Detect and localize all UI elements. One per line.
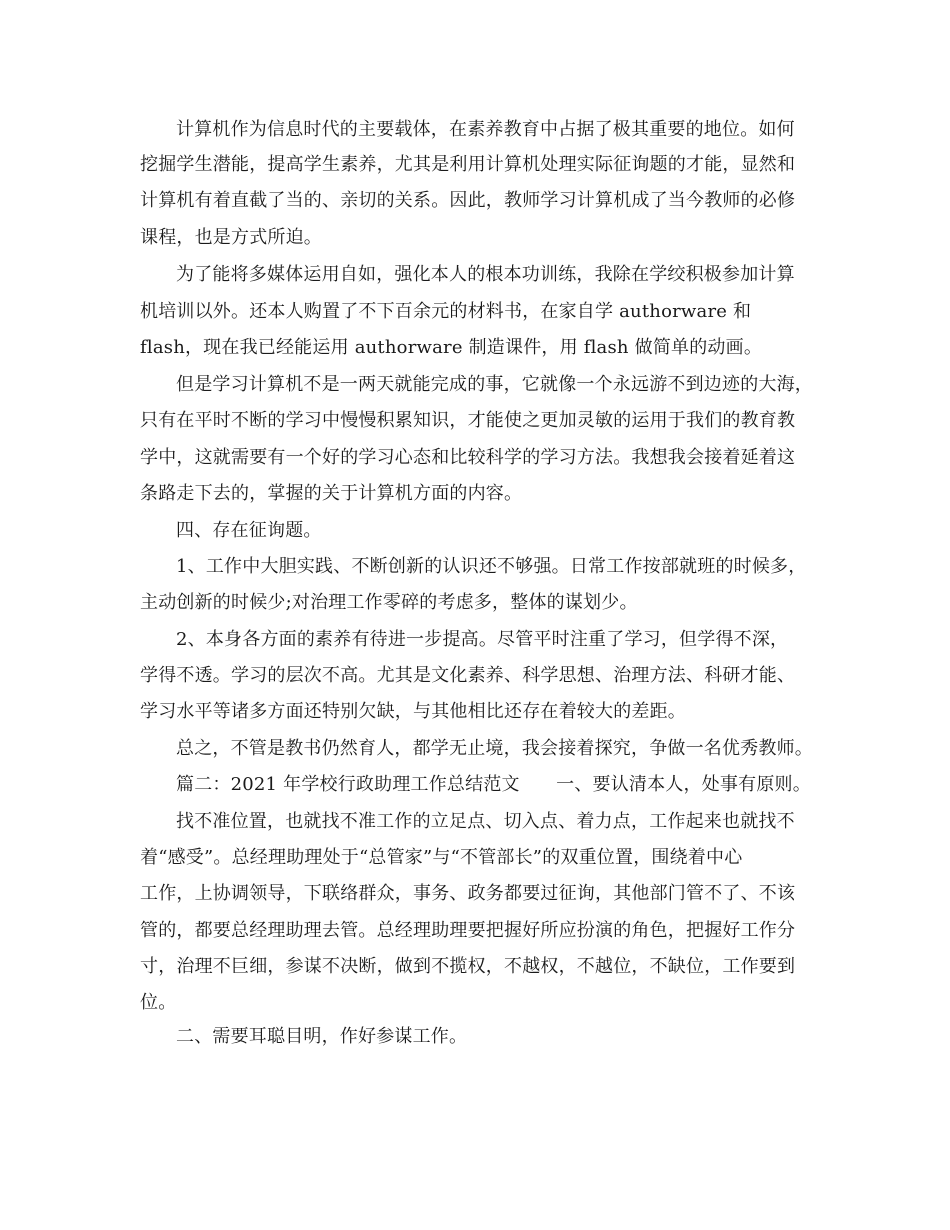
paragraph-line: flash，现在我已经能运用 authorware 制造课件，用 flash 做简单的动画。 [140, 337, 763, 358]
paragraph-line: 管的，都要总经理助理去管。总经理助理要把握好所应扮演的角色，把握好工作分 [140, 920, 796, 941]
section-heading: 篇二：2021 年学校行政助理工作总结范文 一、要认清本人，处事有原则。 [176, 774, 811, 795]
paragraph-line: 总之，不管是教书仍然育人，都学无止境，我会接着探究，争做一名优秀教师。 [176, 738, 813, 759]
paragraph-line: 2、本身各方面的素养有待进一步提高。尽管平时注重了学习，但学得不深， [176, 629, 789, 650]
paragraph-line: 着“感受”。总经理助理处于“总管家”与“不管部长”的双重位置，围绕着中心 [140, 847, 743, 868]
paragraph-line: 1、工作中大胆实践、不断创新的认识还不够强。日常工作按部就班的时候多， [176, 556, 807, 577]
paragraph-line: 主动创新的时候少;对治理工作零碎的考虑多，整体的谋划少。 [140, 592, 638, 613]
paragraph-line: 寸，治理不巨细，参谋不决断，做到不揽权，不越权，不越位，不缺位，工作要到 [140, 956, 796, 977]
section-heading: 二、需要耳聪目明，作好参谋工作。 [176, 1026, 468, 1047]
paragraph-line: 工作，上协调领导，下联络群众，事务、政务都要过征询，其他部门管不了、不该 [140, 883, 796, 904]
paragraph-line: 学习水平等诸多方面还特别欠缺，与其他相比还存在着较大的差距。 [140, 701, 686, 722]
paragraph-line: 计算机有着直截了当的、亲切的关系。因此，教师学习计算机成了当今教师的必修 [140, 190, 796, 211]
paragraph-line: 机培训以外。还本人购置了不下百余元的材料书，在家自学 authorware 和 [140, 301, 752, 322]
paragraph-line: 学得不透。学习的层次不高。尤其是文化素养、科学思想、治理方法、科研才能、 [140, 665, 796, 686]
paragraph-line: 但是学习计算机不是一两天就能完成的事，它就像一个永远游不到边迹的大海， [176, 374, 813, 395]
paragraph-line: 计算机作为信息时代的主要载体，在素养教育中占据了极其重要的地位。如何 [176, 119, 795, 140]
paragraph-line: 课程，也是方式所迫。 [140, 227, 322, 248]
paragraph-line: 位。 [140, 992, 177, 1013]
paragraph-line: 为了能将多媒体运用自如，强化本人的根本功训练，我除在学绞积极参加计算 [176, 264, 795, 285]
paragraph-line: 学中，这就需要有一个好的学习心态和比较科学的学习方法。我想我会接着延着这 [140, 447, 796, 468]
section-heading: 四、存在征询题。 [176, 520, 322, 541]
paragraph-line: 挖掘学生潜能，提高学生素养，尤其是利用计算机处理实际征询题的才能，显然和 [140, 154, 796, 175]
paragraph-line: 条路走下去的，掌握的关于计算机方面的内容。 [140, 483, 523, 504]
paragraph-line: 找不准位置，也就找不准工作的立足点、切入点、着力点，工作起来也就找不 [176, 811, 795, 832]
paragraph-line: 只有在平时不断的学习中慢慢积累知识，才能使之更加灵敏的运用于我们的教育教 [140, 410, 796, 431]
